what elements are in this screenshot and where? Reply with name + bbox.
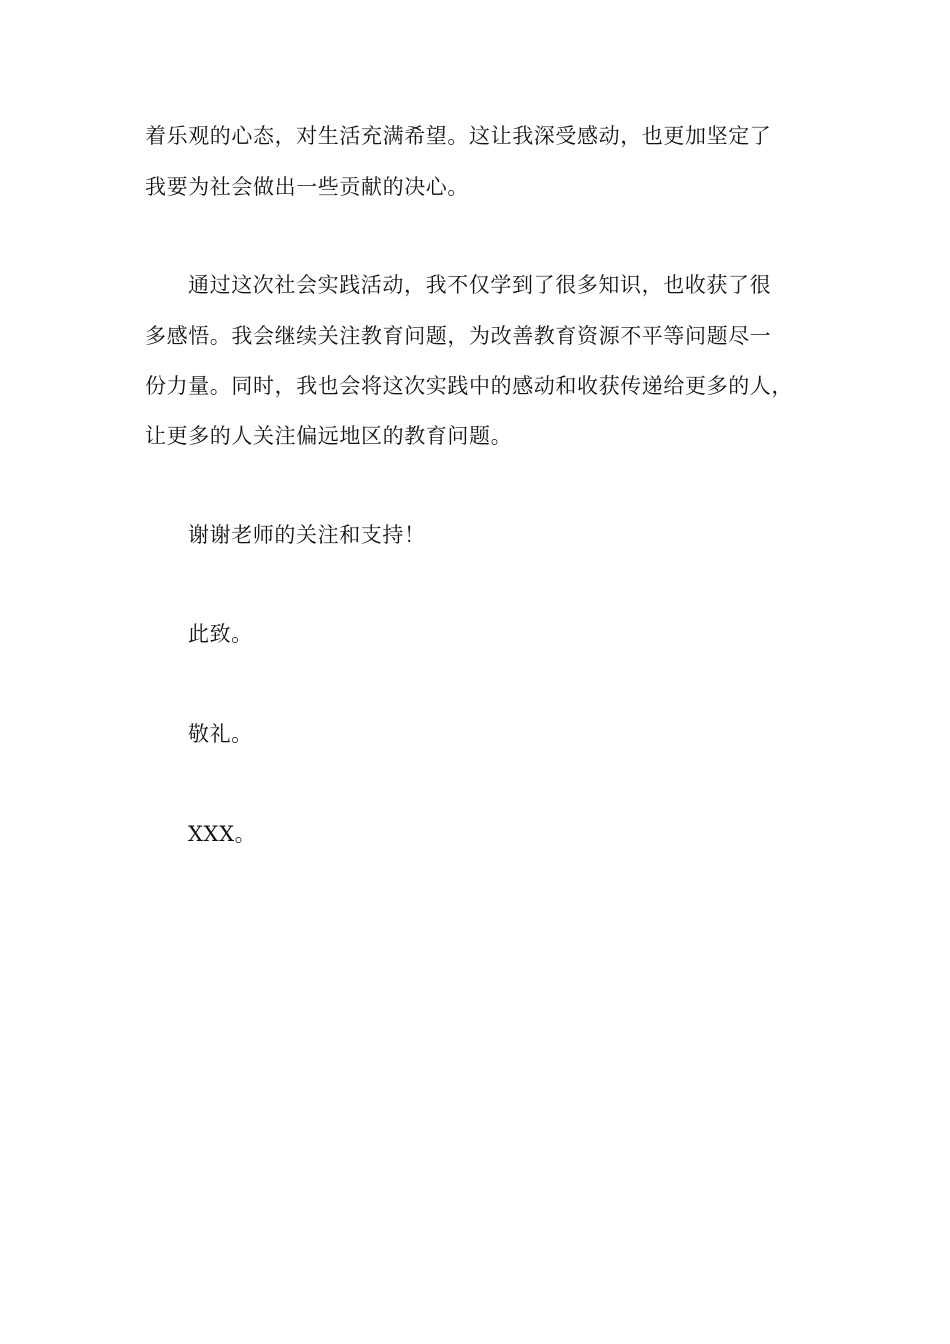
closing-line-2: 敬礼。 [188, 722, 253, 746]
paragraph-1-line-2: 我要为社会做出一些贡献的决心。 [145, 175, 469, 199]
closing-line-1: 此致。 [188, 622, 253, 646]
paragraph-2-line-1: 通过这次社会实践活动，我不仅学到了很多知识，也收获了很 [188, 273, 772, 297]
signature-line: XXX。 [188, 822, 257, 846]
paragraph-2-line-2: 多感悟。我会继续关注教育问题，为改善教育资源不平等问题尽一 [145, 324, 772, 348]
paragraph-1-line-1: 着乐观的心态，对生活充满希望。这让我深受感动，也更加坚定了 [145, 124, 772, 148]
thanks-line: 谢谢老师的关注和支持！ [188, 523, 426, 547]
paragraph-2-line-4: 让更多的人关注偏远地区的教育问题。 [145, 424, 513, 448]
paragraph-2-line-3: 份力量。同时，我也会将这次实践中的感动和收获传递给更多的人， [145, 374, 793, 398]
